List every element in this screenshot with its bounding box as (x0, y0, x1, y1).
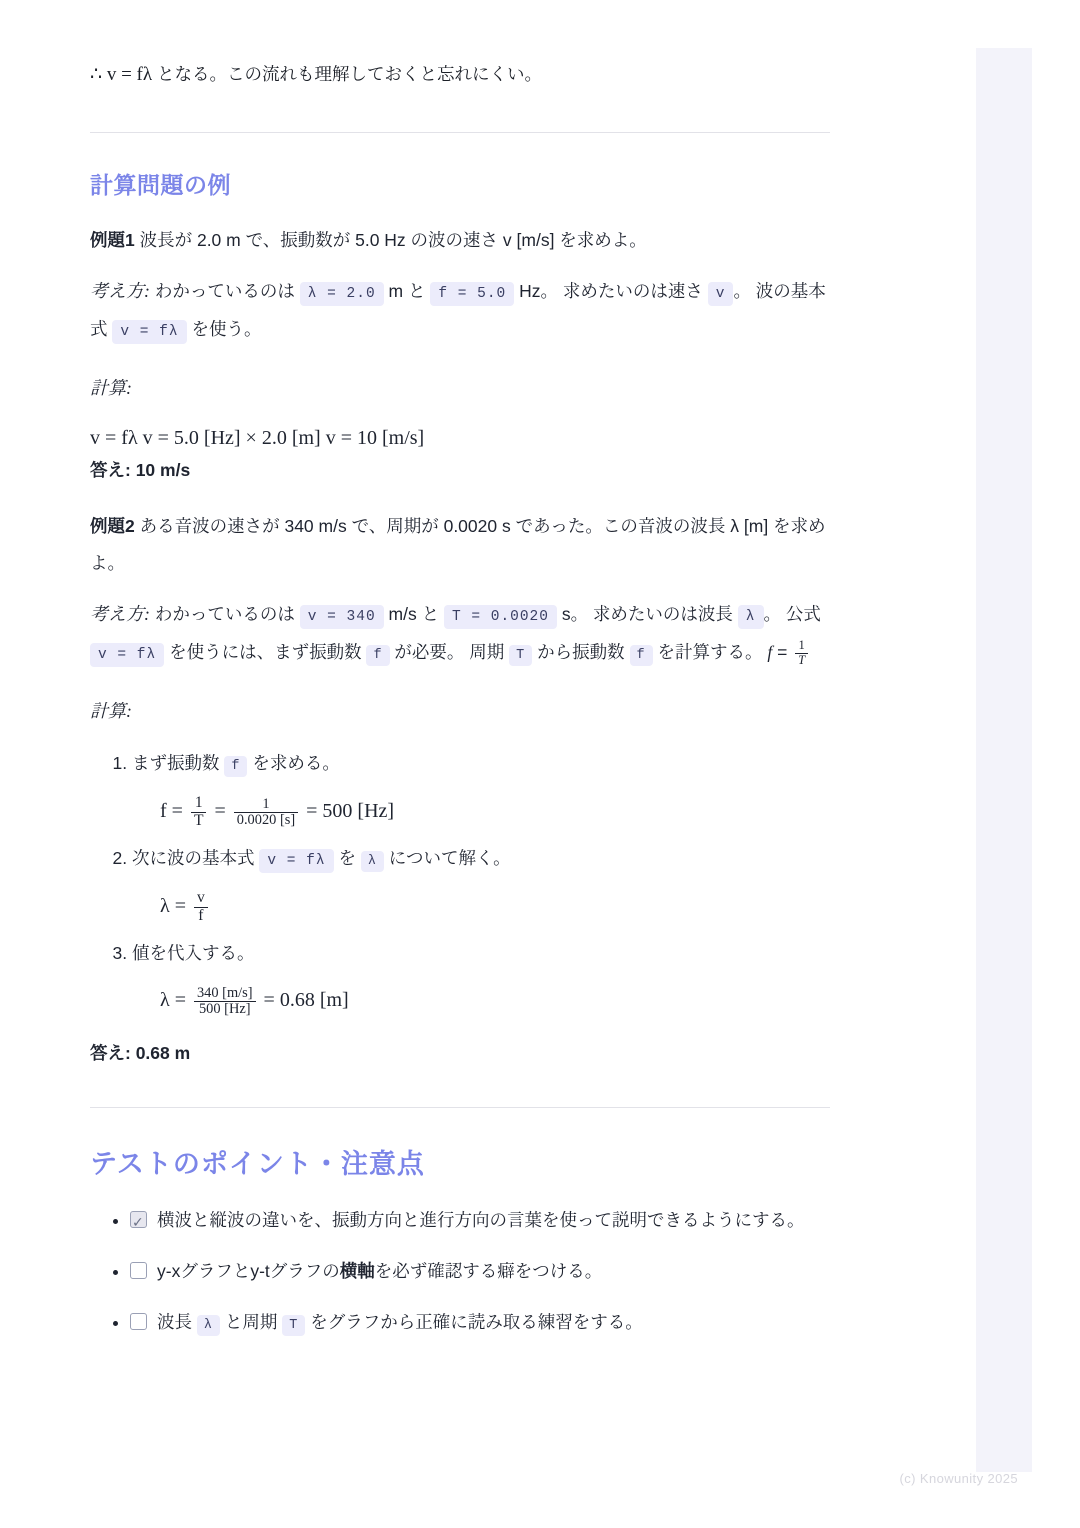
code-f-3: f (630, 645, 653, 666)
step3-text-a: 値を代入する。 (132, 942, 255, 963)
example1-answer-value: 10 m/s (130, 460, 191, 481)
intro-formula: ∴ v = fλ (90, 64, 153, 85)
step2-text-a: 次に波の基本式 (132, 847, 260, 868)
step1-text-b: を求める。 (247, 753, 340, 774)
code-wave-formula-2: v = fλ (90, 643, 164, 667)
code-f-2: f (366, 645, 389, 666)
example2-approach-a: わかっているのは (150, 603, 300, 624)
document-content (90, 60, 830, 1356)
step2-frac-num: v (196, 889, 205, 907)
section-heading-points: テストのポイント・注意点 (90, 1149, 425, 1180)
example2-formula-f: f = $\frac{1}{T}$ (767, 642, 811, 662)
calc-label-2: 計算: (90, 700, 132, 721)
step2-text-c: について解く。 (383, 847, 511, 868)
page-side-rail (976, 48, 1032, 1472)
point-3-text-c: をグラフから正確に読み取る練習をする。 (305, 1312, 643, 1333)
code-f-step1: f (224, 756, 247, 777)
step1-frac1-den: T (191, 812, 207, 829)
example1-approach-d: 。 波の基本式 (90, 281, 826, 339)
list-item (132, 934, 830, 1023)
step1-text-a: まず振動数 (132, 753, 225, 774)
example2-answer-label: 答え: (90, 1043, 131, 1064)
code-wave-step2: v = fλ (259, 849, 333, 873)
example2-approach-b: m/s と (383, 603, 444, 624)
calc-label-1: 計算: (90, 377, 132, 398)
step1-math (160, 789, 830, 833)
divider-top (90, 132, 830, 133)
list-item (132, 744, 830, 833)
example2-prompt-text: ある音波の速さが 340 m/s で、周期が 0.0020 s であった。この音波の波長 λ [m] を求めよ。 (90, 516, 826, 574)
step2-frac-den: f (194, 907, 208, 924)
example1-approach-label: 考え方: (90, 281, 150, 302)
code-v-340: v = 340 (300, 605, 384, 629)
example2-approach-e: を使うには、まず振動数 (164, 641, 367, 662)
point-3-text-a: 波長 (157, 1312, 197, 1333)
checkbox-icon[interactable] (130, 1211, 147, 1228)
example1-math: v = fλ v = 5.0 [Hz] × 2.0 [m] v = 10 [m/s] (90, 427, 425, 450)
step2-math-prefix: λ = (160, 894, 186, 917)
checkbox-icon[interactable] (130, 1262, 147, 1279)
code-lambda: λ (738, 605, 764, 629)
example1-prompt (90, 222, 830, 259)
example2-approach-c: s。 求めたいのは波長 (556, 603, 738, 624)
example1-answer (90, 457, 830, 482)
step3-math-prefix: λ = (160, 989, 186, 1012)
divider-bottom (90, 1107, 830, 1108)
example1-answer-label: 答え: (90, 460, 131, 481)
code-T-point3: T (282, 1315, 305, 1336)
list-item (130, 1305, 830, 1340)
example2-approach-f: が必要。 周期 (389, 641, 510, 662)
watermark: (c) Knowunity 2025 (899, 1471, 1018, 1486)
example1-prompt-text: 波長が 2.0 m で、振動数が 5.0 Hz の波の速さ v [m/s] を求めよ。 (134, 230, 647, 251)
step1-math-eq: = (214, 799, 226, 822)
section-heading-examples: 計算問題の例 (90, 172, 231, 199)
example2-answer (90, 1040, 830, 1065)
points-checklist (90, 1203, 830, 1340)
point-2-bold: 横軸 (339, 1261, 375, 1282)
list-item (130, 1203, 830, 1238)
step3-math-result: = 0.68 [m] (263, 989, 349, 1012)
checkbox-icon[interactable] (130, 1313, 147, 1330)
step2-text-b: を (333, 847, 361, 868)
step2-math (160, 884, 830, 928)
code-v: v (708, 282, 734, 306)
step3-frac-num: 340 [m/s] (196, 985, 253, 1001)
example2-answer-value: 0.68 m (130, 1043, 191, 1064)
step3-frac-den: 500 [Hz] (194, 1001, 256, 1017)
example1-calc-label (90, 370, 830, 408)
list-item (130, 1254, 830, 1289)
step1-math-prefix: f = (160, 799, 183, 822)
step1-frac2-num: 1 (262, 795, 270, 812)
example2-calc-label (90, 693, 830, 731)
code-T-2: T (509, 645, 532, 666)
list-item (132, 839, 830, 928)
code-wave-formula: v = fλ (112, 320, 186, 344)
example1-approach-c: Hz。 求めたいのは速さ (514, 281, 708, 302)
intro-equation-line (90, 60, 830, 90)
step3-math (160, 978, 830, 1022)
example1-label: 例題1 (90, 230, 135, 251)
example2-label: 例題2 (90, 516, 135, 537)
example2-approach (90, 596, 830, 671)
step1-math-result: = 500 [Hz] (306, 799, 395, 822)
example1-approach-a: わかっているのは (150, 281, 300, 302)
example1-approach-e: を使う。 (186, 318, 262, 339)
code-lambda-point3: λ (197, 1315, 220, 1336)
code-lambda-step2: λ (361, 851, 384, 872)
point-2-text-b: を必ず確認する癖をつける。 (374, 1261, 603, 1282)
code-T-0p0020: T = 0.0020 (444, 605, 557, 629)
example1-approach (90, 273, 830, 348)
intro-text: となる。この流れも理解しておくと忘れにくい。 (152, 64, 542, 84)
example2-approach-label: 考え方: (90, 603, 150, 624)
example2-prompt (90, 508, 830, 582)
point-1-text: 横波と縦波の違いを、振動方向と進行方向の言葉を使って説明できるようにする。 (157, 1210, 805, 1231)
example2-approach-g: から振動数 (532, 641, 630, 662)
example2-steps (90, 744, 830, 1022)
point-2-text-a: y-xグラフとy-tグラフの (157, 1261, 340, 1282)
code-lambda-2p0: λ = 2.0 (300, 282, 384, 306)
point-3-text-b: と周期 (219, 1312, 283, 1333)
code-f-5p0: f = 5.0 (430, 282, 514, 306)
example2-approach-d: 。 公式 (763, 603, 821, 624)
example2-approach-h: を計算する。 (652, 641, 768, 662)
step1-frac2-den: 0.0020 [s] (234, 812, 298, 828)
step1-frac1-num: 1 (194, 794, 203, 812)
example1-approach-b: m と (383, 281, 431, 302)
